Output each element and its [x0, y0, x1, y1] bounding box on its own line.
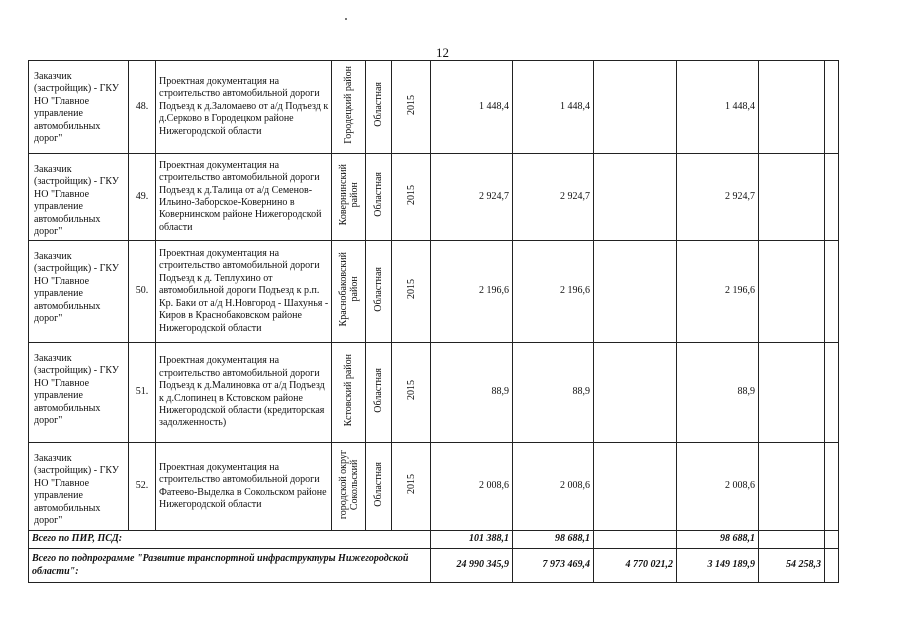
year-text: 2015 — [405, 94, 417, 115]
year-cell — [392, 343, 431, 443]
district-cell — [332, 154, 366, 241]
amount-col6 — [825, 61, 839, 154]
project-description: Проектная документация на строительство автомобильной дороги Подъезд к д. Теплухино от автомобильной дороги Подъезд к р.п. Кр. Баки от а/д Н.Новгород - Шахунья - Киров в Краснобаковском районе Нижегородской области — [156, 241, 332, 343]
customer-cell: Заказчик (застройщик) - ГКУ НО "Главное управление автомобильных дорог" — [29, 343, 129, 443]
amount-col3 — [594, 154, 677, 241]
amount-total: 2 924,7 — [431, 154, 513, 241]
district-cell — [332, 343, 366, 443]
total-pir-label: Всего по ПИР, ПСД: — [29, 531, 431, 549]
scan-speck — [345, 18, 347, 20]
customer-cell: Заказчик (застройщик) - ГКУ НО "Главное управление автомобильных дорог" — [29, 443, 129, 531]
total-subprogram-col6 — [825, 549, 839, 583]
district-text: городской округ Сокольский — [337, 449, 360, 519]
total-pir-col3 — [594, 531, 677, 549]
customer-cell: Заказчик (застройщик) - ГКУ НО "Главное управление автомобильных дорог" — [29, 61, 129, 154]
amount-col2: 2 924,7 — [513, 154, 594, 241]
budget-text: Областная — [373, 172, 384, 218]
total-subprogram-col1: 24 990 345,9 — [431, 549, 513, 583]
total-pir-row — [29, 531, 839, 549]
row-number: 48. — [129, 61, 156, 154]
district-cell — [332, 61, 366, 154]
customer-cell: Заказчик (застройщик) - ГКУ НО "Главное управление автомобильных дорог" — [29, 241, 129, 343]
total-pir-col5 — [759, 531, 825, 549]
project-description: Проектная документация на строительство автомобильной дороги Подъезд к д.Заломаево от а/д Подъезд к д.Серково в Городецком районе Нижегородской области — [156, 61, 332, 154]
amount-col5 — [759, 443, 825, 531]
total-subprogram-col2: 7 973 469,4 — [513, 549, 594, 583]
budget-cell — [366, 343, 392, 443]
amount-total: 2 008,6 — [431, 443, 513, 531]
amount-col6 — [825, 443, 839, 531]
year-text: 2015 — [405, 474, 417, 495]
district-text: Краснобаковский район — [337, 252, 360, 327]
budget-cell — [366, 61, 392, 154]
row-number: 52. — [129, 443, 156, 531]
amount-col3 — [594, 61, 677, 154]
district-text: Городецкий район — [343, 65, 354, 144]
total-pir-col4: 98 688,1 — [677, 531, 759, 549]
project-description: Проектная документация на строительство автомобильной дороги Подъезд к д.Талица от а/д Семенов-Ильино-Заборское-Ковернино в Ковернинском районе Нижегородской области — [156, 154, 332, 241]
amount-col3 — [594, 443, 677, 531]
amount-col4: 2 008,6 — [677, 443, 759, 531]
project-description: Проектная документация на строительство автомобильной дороги Подъезд к д.Малиновка от а/д Подъезд к д.Слопинец в Кстовском районе Нижегородской области (кредиторская задолженность) — [156, 343, 332, 443]
year-cell — [392, 443, 431, 531]
district-cell — [332, 443, 366, 531]
row-number: 50. — [129, 241, 156, 343]
table-row — [29, 61, 839, 154]
row-number: 49. — [129, 154, 156, 241]
amount-col4: 2 924,7 — [677, 154, 759, 241]
amount-col3 — [594, 241, 677, 343]
year-cell — [392, 154, 431, 241]
total-subprogram-label: Всего по подпрограмме "Развитие транспортной инфраструктуры Нижегородской области": — [29, 549, 431, 583]
budget-text: Областная — [373, 82, 384, 128]
budget-cell — [366, 154, 392, 241]
district-cell — [332, 241, 366, 343]
total-subprogram-col5: 54 258,3 — [759, 549, 825, 583]
table-row — [29, 241, 839, 343]
table-row — [29, 343, 839, 443]
amount-col2: 2 008,6 — [513, 443, 594, 531]
amount-col3 — [594, 343, 677, 443]
budget-text: Областная — [373, 266, 384, 312]
amount-col5 — [759, 154, 825, 241]
table-row — [29, 443, 839, 531]
amount-col4: 88,9 — [677, 343, 759, 443]
budget-text: Областная — [373, 367, 384, 413]
budget-cell — [366, 241, 392, 343]
district-text: Ковернинский район — [337, 164, 360, 226]
project-table — [28, 60, 839, 583]
amount-col2: 2 196,6 — [513, 241, 594, 343]
amount-col5 — [759, 343, 825, 443]
row-number: 51. — [129, 343, 156, 443]
budget-text: Областная — [373, 461, 384, 507]
total-pir-col2: 98 688,1 — [513, 531, 594, 549]
total-subprogram-col4: 3 149 189,9 — [677, 549, 759, 583]
amount-total: 2 196,6 — [431, 241, 513, 343]
total-subprogram-col3: 4 770 021,2 — [594, 549, 677, 583]
amount-col5 — [759, 241, 825, 343]
amount-total: 1 448,4 — [431, 61, 513, 154]
total-subprogram-row — [29, 549, 839, 583]
amount-col2: 88,9 — [513, 343, 594, 443]
total-pir-col1: 101 388,1 — [431, 531, 513, 549]
amount-col6 — [825, 241, 839, 343]
customer-cell: Заказчик (застройщик) - ГКУ НО "Главное управление автомобильных дорог" — [29, 154, 129, 241]
table-row — [29, 154, 839, 241]
total-pir-col6 — [825, 531, 839, 549]
project-description: Проектная документация на строительство автомобильной дороги Фатеево-Выделка в Сокольском районе Нижегородской области — [156, 443, 332, 531]
year-cell — [392, 61, 431, 154]
year-text: 2015 — [405, 184, 417, 205]
page-number: 12 — [436, 45, 449, 60]
budget-cell — [366, 443, 392, 531]
district-text: Кстовский район — [343, 354, 354, 427]
amount-col4: 1 448,4 — [677, 61, 759, 154]
amount-col6 — [825, 154, 839, 241]
amount-col6 — [825, 343, 839, 443]
amount-col2: 1 448,4 — [513, 61, 594, 154]
amount-col4: 2 196,6 — [677, 241, 759, 343]
year-text: 2015 — [405, 279, 417, 300]
year-text: 2015 — [405, 380, 417, 401]
year-cell — [392, 241, 431, 343]
amount-total: 88,9 — [431, 343, 513, 443]
amount-col5 — [759, 61, 825, 154]
